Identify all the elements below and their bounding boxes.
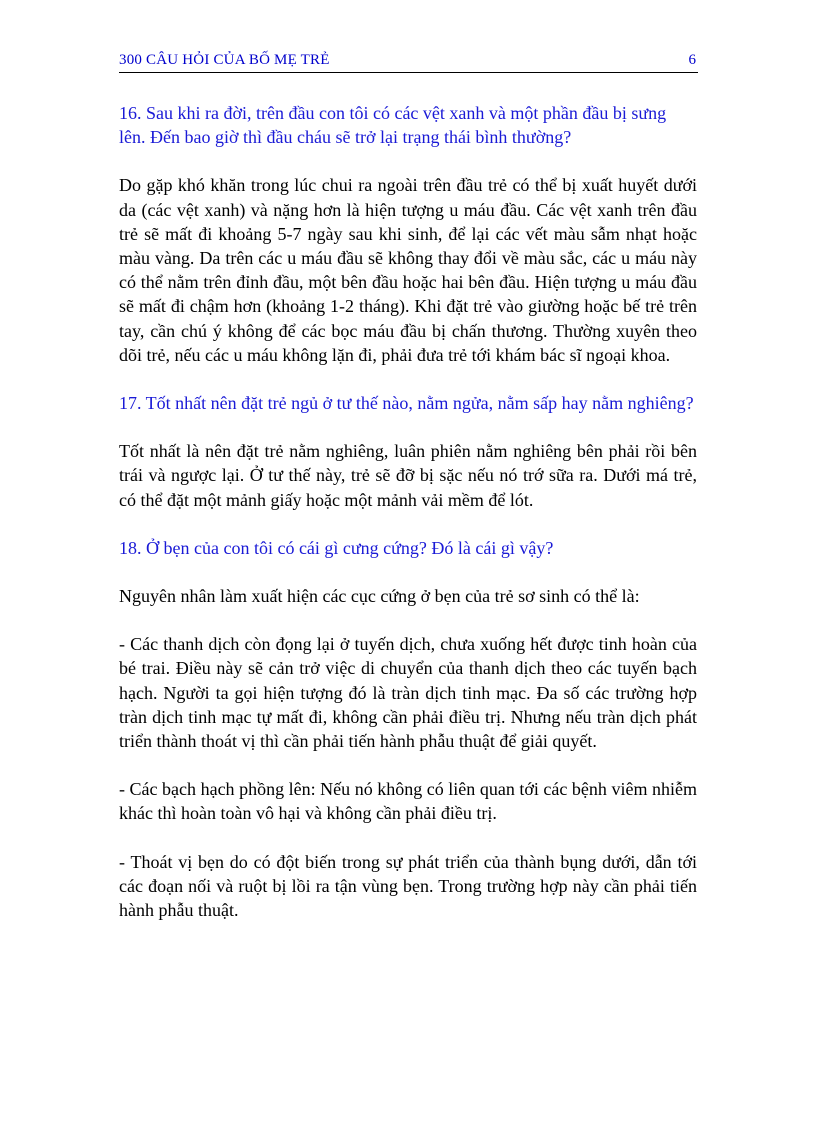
answer-18-intro: Nguyên nhân làm xuất hiện các cục cứng ở bẹn của trẻ sơ sinh có thể là: bbox=[119, 586, 640, 607]
answer-18-item-lymph-nodes: - Các bạch hạch phồng lên: Nếu nó không có liên quan tới các bệnh viêm nhiễm khác thì hoàn toàn vô hại và không cần phải điều trị. bbox=[119, 779, 697, 824]
answer-18-item-hydrocele: - Các thanh dịch còn đọng lại ở tuyến dịch, chưa xuống hết được tinh hoàn của bé trai. Điều này sẽ cản trở việc di chuyển của thanh dịch theo các tuyến bạch hạch. Người ta gọi hiện tượng đó là tràn dịch tinh mạc. Đa số các trường hợp tràn dịch tinh mạc tự mất đi, không cần phải điều trị. Nhưng nếu tràn dịch phát triển thành thoát vị thì cần phải tiến hành phẫu thuật để giải quyết. bbox=[119, 634, 697, 752]
page-content bbox=[119, 101, 697, 946]
answer-18-item-hernia: - Thoát vị bẹn do có đột biến trong sự phát triển của thành bụng dưới, dẫn tới các đoạn nối và ruột bị lồi ra tận vùng bẹn. Trong trường hợp này cần phải tiến hành phẫu thuật. bbox=[119, 851, 697, 921]
header-title: 300 CÂU HỎI CỦA BỐ MẸ TRẺ bbox=[119, 52, 330, 68]
answer-16-paragraph: Do gặp khó khăn trong lúc chui ra ngoài trên đầu trẻ có thể bị xuất huyết dưới da (các vệt xanh) và nặng hơn là hiện tượng u máu đầu. Các vệt xanh trên đầu trẻ sẽ mất đi khoảng 5-7 ngày sau khi sinh, để lại các vết màu sẫm nhạt hoặc màu vàng. Da trên các u máu đầu sẽ không thay đổi về màu sắc, các u máu này có thể nằm trên đỉnh đầu, một bên đầu hoặc hai bên đầu. Hiện tượng u máu đầu sẽ mất đi chậm hơn (khoảng 1-2 tháng). Khi đặt trẻ vào giường hoặc bế trẻ trên tay, cần chú ý không để các bọc máu đầu bị chấn thương. Thường xuyên theo dõi trẻ, nếu các u máu không lặn đi, phải đưa trẻ tới khám bác sĩ ngoại khoa. bbox=[119, 175, 697, 365]
question-18: 18. Ở bẹn của con tôi có cái gì cưng cứng? Đó là cái gì vậy? bbox=[119, 537, 554, 558]
question-17: 17. Tốt nhất nên đặt trẻ ngủ ở tư thế nào, nằm ngửa, nằm sấp hay nằm nghiêng? bbox=[119, 393, 694, 414]
answer-17-paragraph: Tốt nhất là nên đặt trẻ nằm nghiêng, luân phiên nằm nghiêng bên phải rồi bên trái và ngược lại. Ở tư thế này, trẻ sẽ đỡ bị sặc nếu nó trớ sữa ra. Dưới má trẻ, có thể đặt một mảnh giấy hoặc một mảnh vải mềm để lót. bbox=[119, 441, 697, 510]
question-16: 16. Sau khi ra đời, trên đầu con tôi có các vệt xanh và một phần đầu bị sưng lên. Đến bao giờ thì đầu cháu sẽ trở lại trạng thái bình thường? bbox=[119, 103, 667, 148]
page-header bbox=[119, 50, 698, 73]
page-number: 6 bbox=[688, 52, 696, 68]
